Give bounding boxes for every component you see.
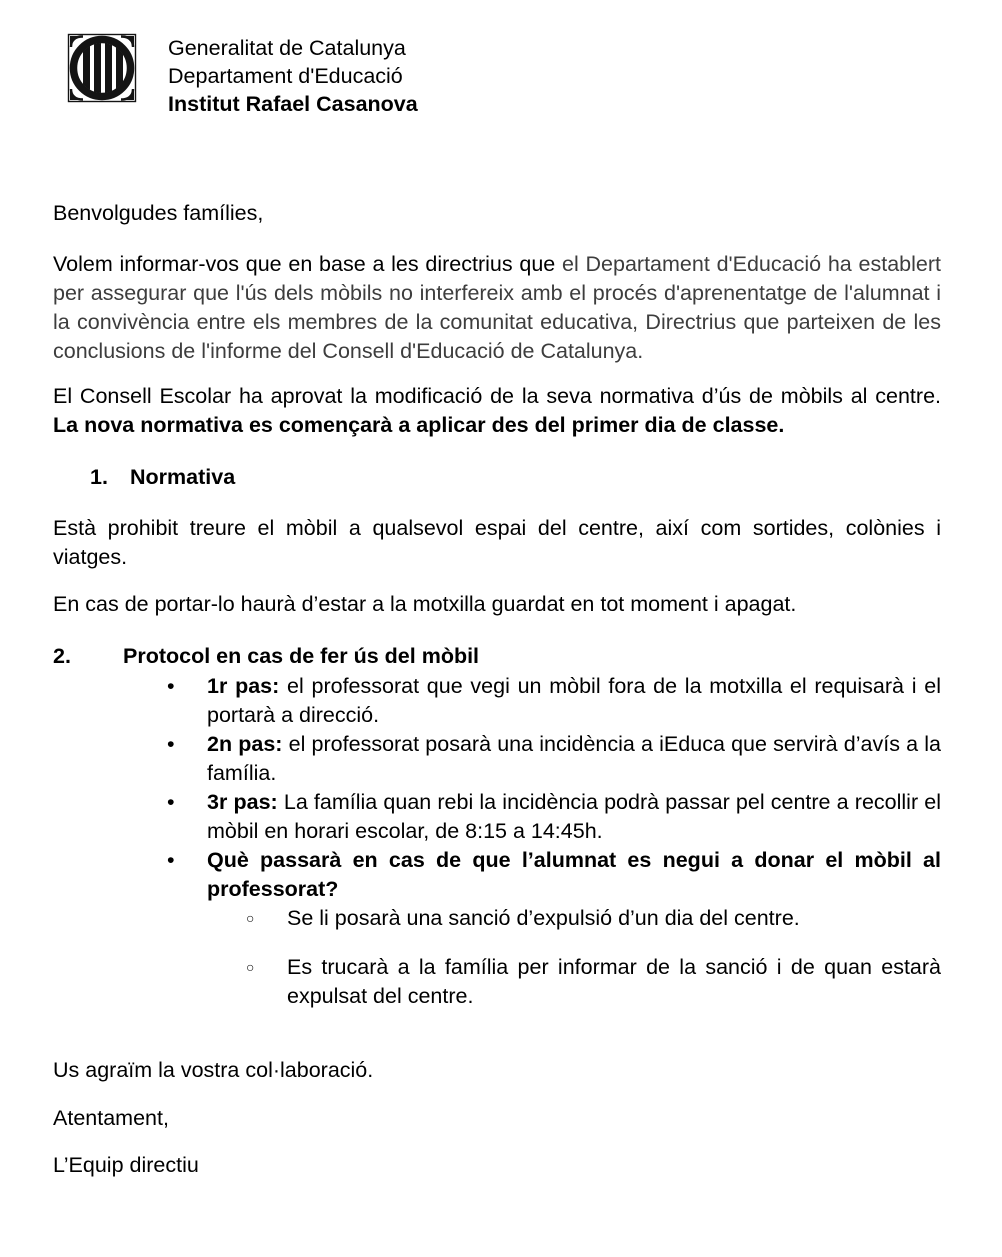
heading1-label: Normativa — [130, 465, 236, 489]
heading2-label: Protocol en cas de fer ús del mòbil — [123, 644, 480, 668]
paragraph-consell — [53, 382, 941, 440]
letter-body — [53, 199, 941, 1180]
bullet-icon: • — [167, 790, 175, 814]
paragraph-intro — [53, 250, 941, 366]
heading1-number: 1. — [90, 465, 108, 489]
list-item-pas2 — [53, 730, 941, 788]
sub-list-item-sancio — [53, 904, 941, 933]
section-heading-protocol — [53, 642, 941, 671]
org-name: Generalitat de Catalunya — [168, 36, 406, 60]
circle-bullet-icon: ○ — [246, 910, 255, 926]
list-item-text — [207, 788, 941, 846]
bullet-icon: • — [167, 674, 175, 698]
pas3-body: La família quan rebi la incidència podrà passar pel centre a recollir el mòbil en horari escolar, de 8:15 a 14:45h. — [207, 790, 941, 843]
list-item-pas3 — [53, 788, 941, 846]
org-department: Departament d'Educació — [168, 64, 403, 88]
question-text: Què passarà en cas de que l’alumnat es negui a donar el mòbil al professorat? — [207, 848, 941, 901]
intro-run-black: Volem informar-vos que en base a les directrius que — [53, 252, 563, 276]
letterhead — [66, 30, 418, 118]
section-heading-normativa — [90, 463, 941, 492]
list-item-text — [207, 730, 941, 788]
pas1-body: el professorat que vegi un mòbil fora de la motxilla el requisarà i el portarà a direcció. — [207, 674, 941, 727]
sub-item-text: Se li posarà una sanció d’expulsió d’un dia del centre. — [287, 906, 800, 930]
generalitat-seal-svg — [66, 30, 138, 106]
bullet-icon: • — [167, 848, 175, 872]
pas2-body: el professorat posarà una incidència a iEduca que servirà d’avís a la família. — [207, 732, 941, 785]
signature: L’Equip directiu — [53, 1153, 199, 1177]
school-name: Institut Rafael Casanova — [168, 92, 418, 116]
paragraph-motxilla: En cas de portar-lo haurà d’estar a la motxilla guardat en tot moment i apagat. — [53, 592, 797, 616]
intro-run-gray: el Departament d'Educació ha establert per assegurar que l'ús dels mòbils no interfereix amb el procés d'aprenentatge de l'alumnat i la convivència entre els membres de la comunitat educativa, Directrius que parteixen de les conclusions de l'informe del Consell d'Educació de Catalunya. — [53, 252, 941, 363]
bullet-icon: • — [167, 732, 175, 756]
letterhead-text — [168, 30, 418, 118]
salutation: Benvolgudes famílies, — [53, 201, 264, 225]
list-item-question — [53, 846, 941, 904]
closing-regards: Atentament, — [53, 1106, 169, 1130]
generalitat-seal-icon — [66, 30, 138, 106]
heading2-number: 2. — [53, 644, 71, 668]
list-item-text — [207, 672, 941, 730]
sub-item-text: Es trucarà a la família per informar de la sanció i de quan estarà expulsat del centre. — [287, 955, 941, 1008]
circle-bullet-icon: ○ — [246, 959, 255, 975]
paragraph-prohibit: Està prohibit treure el mòbil a qualsevol espai del centre, així com sortides, colònies i viatges. — [53, 516, 941, 569]
pas2-lead: 2n pas: — [207, 732, 283, 756]
closing-thanks: Us agraïm la vostra col·laboració. — [53, 1058, 374, 1082]
pas1-lead: 1r pas: — [207, 674, 280, 698]
consell-run-bold: La nova normativa es començarà a aplicar des del primer dia de classe. — [53, 413, 785, 437]
pas3-lead: 3r pas: — [207, 790, 278, 814]
sub-list-item-trucada — [53, 953, 941, 1011]
consell-run-normal: El Consell Escolar ha aprovat la modificació de la seva normativa d’ús de mòbils al centre. — [53, 384, 941, 408]
list-item-pas1 — [53, 672, 941, 730]
